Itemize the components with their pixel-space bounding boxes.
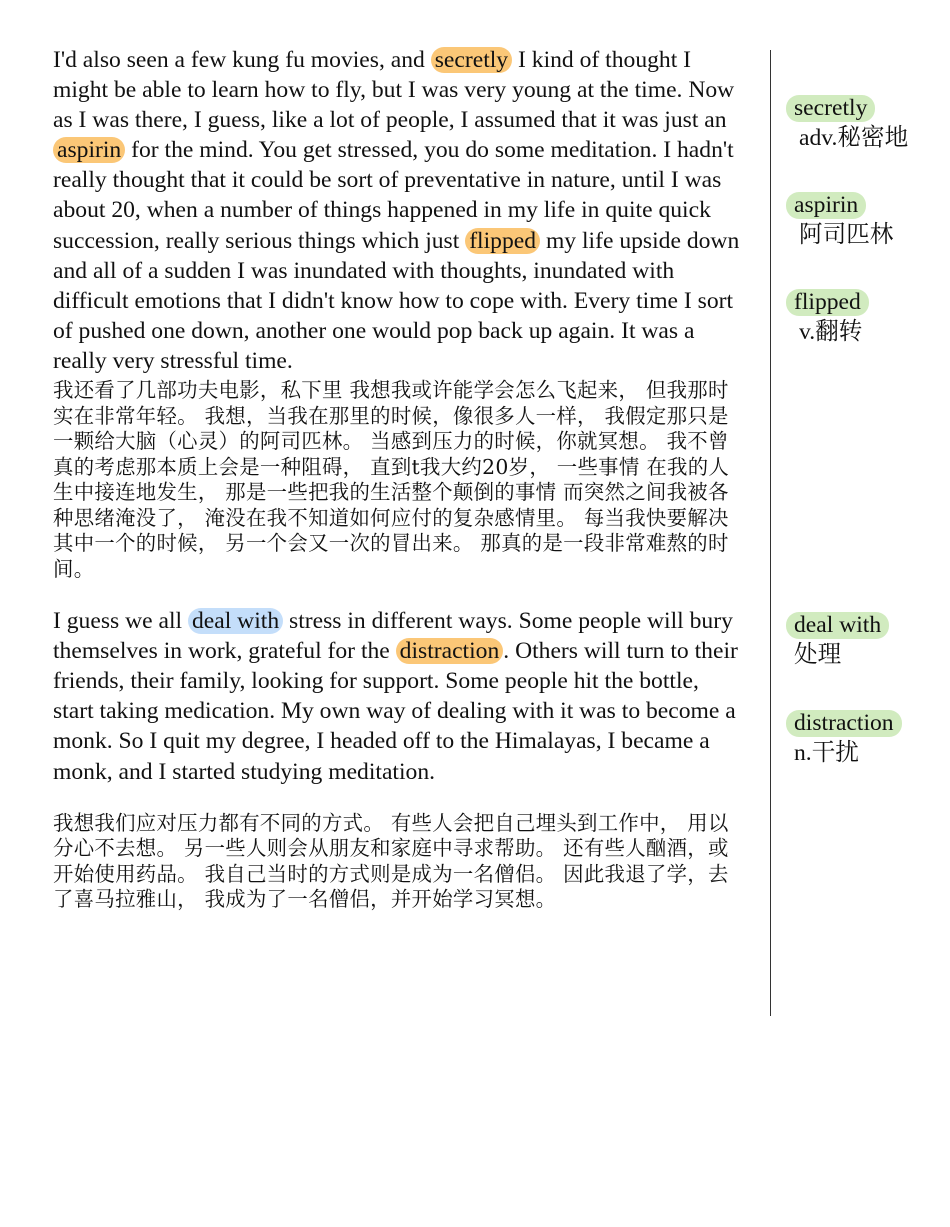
highlight-secretly[interactable]: secretly	[431, 47, 512, 73]
gloss-entry-secretly	[786, 95, 908, 153]
gloss-word[interactable]: distraction	[786, 710, 902, 737]
highlight-distraction[interactable]: distraction	[396, 638, 504, 664]
gloss-word[interactable]: deal with	[786, 612, 889, 639]
text-segment: I guess we all	[53, 608, 183, 635]
gloss-entry-flipped	[786, 289, 869, 347]
gloss-entry-deal-with	[786, 612, 889, 670]
paragraph-2-english	[53, 606, 743, 787]
text-segment: my life upside down and all of a sudden I was inundated with thoughts, inundated with difficult emotions that I didn't know how to cope with. Every time I sort of pushed one down, another one would pop back up again. It was a really very stressful time.	[53, 227, 740, 374]
gloss-entry-aspirin	[786, 192, 893, 250]
highlight-aspirin[interactable]: aspirin	[53, 137, 125, 163]
paragraph-1-english	[53, 45, 743, 376]
paragraph-1-chinese: 我还看了几部功夫电影，私下里 我想我或许能学会怎么飞起来， 但我那时实在非常年轻。 我想，当我在那里的时候，像很多人一样， 我假定那只是一颗给大脑（心灵）的阿司匹林。 当感到压力的时候，你就冥想。 我不曾真的考虑那本质上会是一种阻碍， 直到t我大约20岁， 一些事情 在我的人生中接连地发生， 那是一些把我的生活整个颠倒的事情 而突然之间我被各种思绪淹没了， 淹没在我不知道如何应付的复杂感情里。 每当我快要解决其中一个的时候， 另一个会又一次的冒出来。 那真的是一段非常难熬的时间。	[53, 378, 730, 581]
gloss-definition: 阿司匹林	[799, 222, 894, 248]
reading-column	[53, 45, 743, 913]
gloss-word[interactable]: flipped	[786, 289, 869, 316]
paragraph-2-chinese: 我想我们应对压力都有不同的方式。 有些人会把自己埋头到工作中， 用以分心不去想。 另一些人则会从朋友和家庭中寻求帮助。 还有些人酗酒，或开始使用药品。 我自己当时的方式则是成为一名僧侣。 因此我退了学，去了喜马拉雅山， 我成为了一名僧侣，并开始学习冥想。	[53, 810, 729, 912]
gloss-definition: n.干扰	[794, 740, 859, 766]
text-segment: for the mind. You get stressed, you do some meditation. I hadn't really thought that it could be sort of preventative in nature, until I was about 20, when a number of things happened in my life in quite quick succession, really serious things which just	[53, 137, 734, 254]
text-segment: . Others will turn to their friends, their family, looking for support. Some people hit the bottle, start taking medication. My own way of dealing with it was to become a monk. So I quit my degree, I headed off to the Himalayas, I became a monk, and I started studying meditation.	[53, 638, 738, 785]
highlight-deal-with[interactable]: deal with	[188, 608, 283, 634]
gloss-definition: v.翻转	[799, 319, 863, 345]
gloss-definition: adv.秘密地	[799, 125, 909, 151]
text-segment: stress in different ways. Some people will bury themselves in work, grateful for the	[53, 608, 733, 665]
sidebar-divider	[770, 50, 771, 1016]
gloss-word[interactable]: aspirin	[786, 192, 866, 219]
highlight-flipped[interactable]: flipped	[465, 228, 540, 254]
gloss-entry-distraction	[786, 710, 902, 768]
gloss-definition: 处理	[794, 642, 842, 668]
gloss-word[interactable]: secretly	[786, 95, 875, 122]
text-segment: I kind of thought I might be able to learn how to fly, but I was very young at the time. Now as I was there, I guess, like a lot of people, I assumed that it was just an	[53, 47, 735, 134]
text-segment: I'd also seen a few kung fu movies, and	[53, 47, 425, 73]
